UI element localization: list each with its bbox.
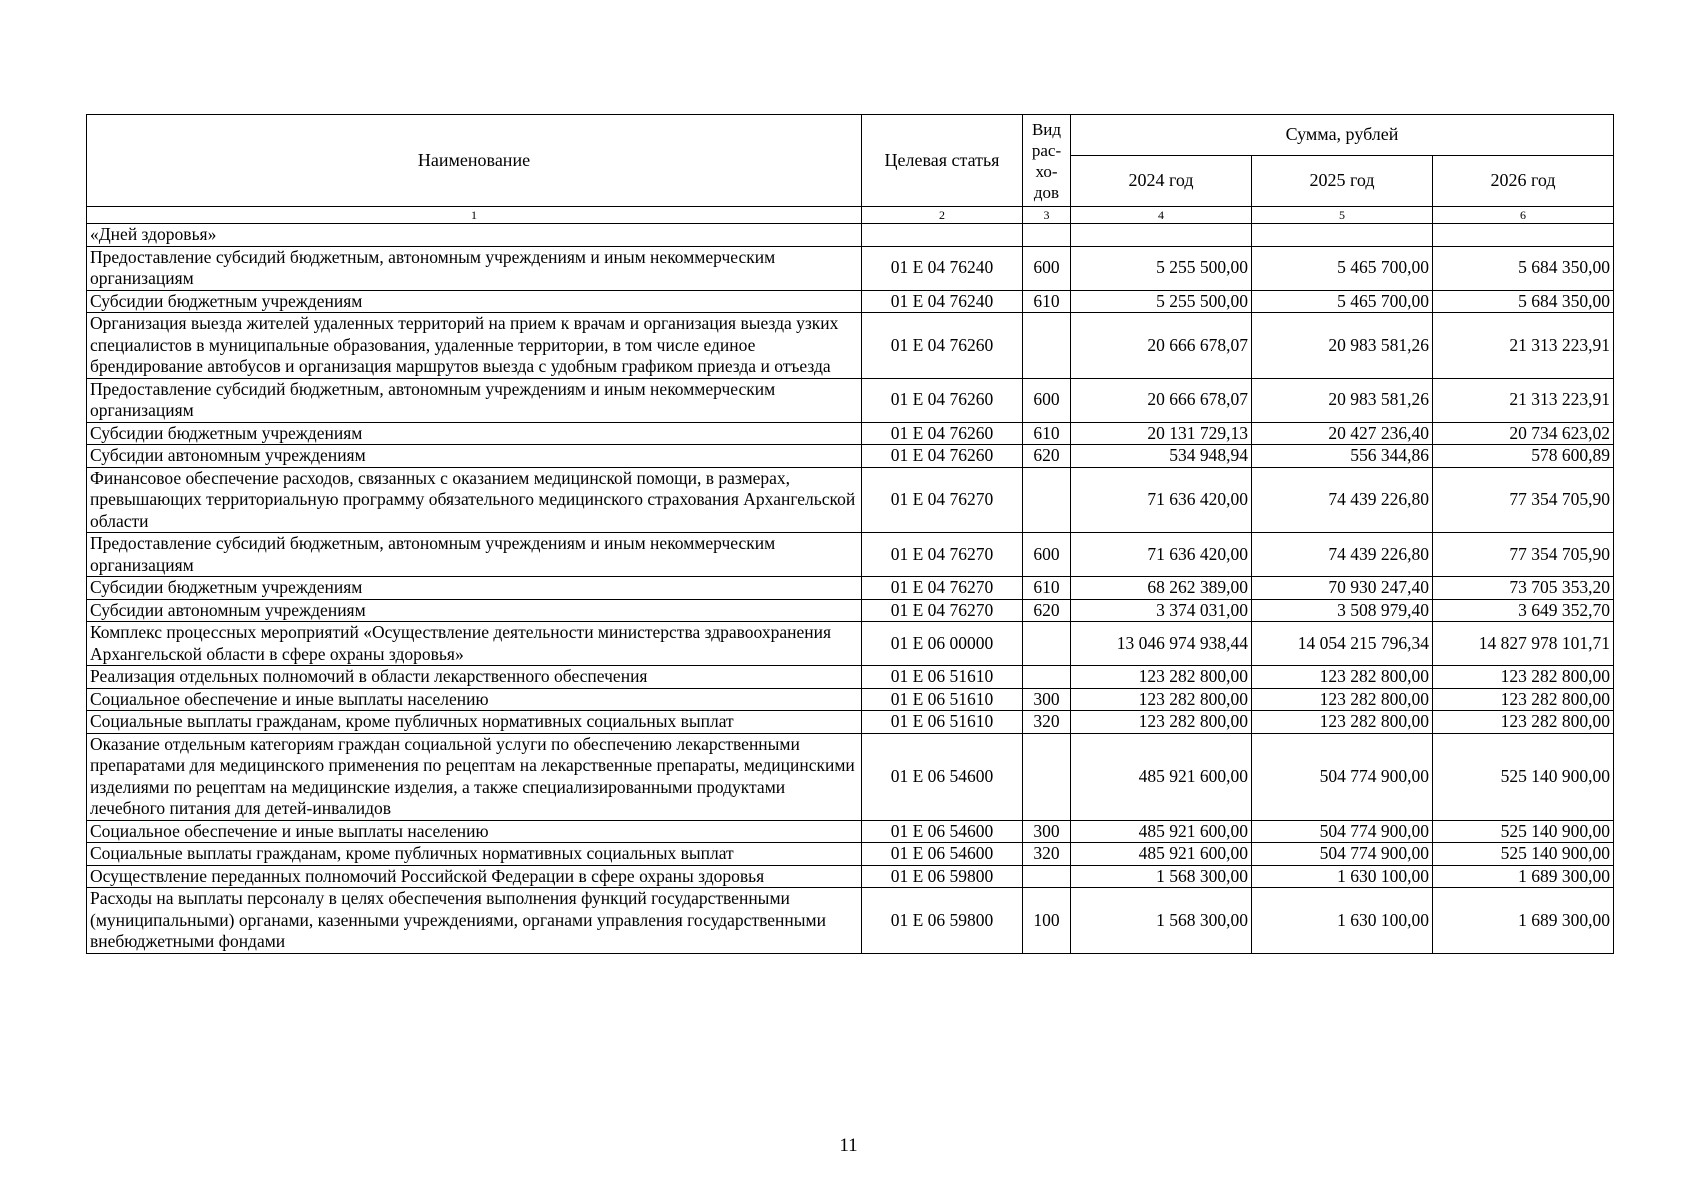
- budget-table: [86, 114, 1614, 954]
- row-amount-2024: 5 255 500,00: [1071, 290, 1252, 313]
- table-row: [87, 290, 1614, 313]
- row-name: Субсидии бюджетным учреждениям: [87, 577, 862, 600]
- page-number: 11: [839, 1135, 858, 1156]
- row-amount-2024: 3 374 031,00: [1071, 599, 1252, 622]
- row-name: Финансовое обеспечение расходов, связанных с оказанием медицинской помощи, в размерах, превышающих территориальную программу обязательного медицинского страхования Архангельской области: [87, 467, 862, 533]
- row-name: Субсидии автономным учреждениям: [87, 445, 862, 468]
- row-expense-type: 320: [1023, 843, 1071, 866]
- row-amount-2025: 14 054 215 796,34: [1252, 622, 1433, 666]
- row-amount-2025: 504 774 900,00: [1252, 820, 1433, 843]
- row-name: Социальные выплаты гражданам, кроме публичных нормативных социальных выплат: [87, 711, 862, 734]
- table-body: [87, 224, 1614, 954]
- row-target-article: [862, 224, 1023, 247]
- table-row: [87, 533, 1614, 577]
- row-amount-2024: 1 568 300,00: [1071, 888, 1252, 954]
- row-amount-2024: 13 046 974 938,44: [1071, 622, 1252, 666]
- row-target-article: 01 Е 06 51610: [862, 666, 1023, 689]
- row-amount-2026: 123 282 800,00: [1433, 666, 1614, 689]
- row-amount-2026: 77 354 705,90: [1433, 467, 1614, 533]
- row-amount-2025: 5 465 700,00: [1252, 246, 1433, 290]
- row-amount-2025: 556 344,86: [1252, 445, 1433, 468]
- row-name: Комплекс процессных мероприятий «Осуществление деятельности министерства здравоохранения Архангельской области в сфере охраны здоровья»: [87, 622, 862, 666]
- row-expense-type: 300: [1023, 820, 1071, 843]
- row-amount-2024: 123 282 800,00: [1071, 711, 1252, 734]
- row-expense-type: 100: [1023, 888, 1071, 954]
- column-number: 3: [1023, 207, 1071, 224]
- table-row: [87, 733, 1614, 820]
- row-amount-2026: 3 649 352,70: [1433, 599, 1614, 622]
- row-expense-type: [1023, 467, 1071, 533]
- row-expense-type: 610: [1023, 577, 1071, 600]
- row-name: Расходы на выплаты персоналу в целях обеспечения выполнения функций государственными (муниципальными) органами, казенными учреждениями, органами управления государственными внебюджетными фондами: [87, 888, 862, 954]
- row-expense-type: 610: [1023, 290, 1071, 313]
- row-target-article: 01 Е 06 51610: [862, 688, 1023, 711]
- row-target-article: 01 Е 04 76260: [862, 378, 1023, 422]
- column-number: 2: [862, 207, 1023, 224]
- row-target-article: 01 Е 04 76240: [862, 290, 1023, 313]
- table-row: [87, 313, 1614, 379]
- row-amount-2025: 1 630 100,00: [1252, 888, 1433, 954]
- row-amount-2024: 71 636 420,00: [1071, 533, 1252, 577]
- row-expense-type: 320: [1023, 711, 1071, 734]
- table-row: [87, 467, 1614, 533]
- row-target-article: 01 Е 04 76240: [862, 246, 1023, 290]
- row-amount-2026: 21 313 223,91: [1433, 313, 1614, 379]
- row-amount-2025: 504 774 900,00: [1252, 733, 1433, 820]
- row-expense-type: 620: [1023, 599, 1071, 622]
- row-amount-2026: 5 684 350,00: [1433, 290, 1614, 313]
- row-expense-type: 610: [1023, 422, 1071, 445]
- row-amount-2024: 5 255 500,00: [1071, 246, 1252, 290]
- row-expense-type: [1023, 313, 1071, 379]
- row-amount-2024: 1 568 300,00: [1071, 865, 1252, 888]
- table-row: [87, 865, 1614, 888]
- row-target-article: 01 Е 04 76270: [862, 599, 1023, 622]
- row-name: Субсидии бюджетным учреждениям: [87, 422, 862, 445]
- row-amount-2024: [1071, 224, 1252, 247]
- row-name: Реализация отдельных полномочий в области лекарственного обеспечения: [87, 666, 862, 689]
- row-target-article: 01 Е 04 76270: [862, 577, 1023, 600]
- row-name: Осуществление переданных полномочий Российской Федерации в сфере охраны здоровья: [87, 865, 862, 888]
- row-target-article: 01 Е 04 76270: [862, 533, 1023, 577]
- row-amount-2026: [1433, 224, 1614, 247]
- row-target-article: 01 Е 06 54600: [862, 843, 1023, 866]
- table-row: [87, 820, 1614, 843]
- row-target-article: 01 Е 06 00000: [862, 622, 1023, 666]
- row-expense-type: 600: [1023, 246, 1071, 290]
- table-row: [87, 378, 1614, 422]
- row-name: Предоставление субсидий бюджетным, автономным учреждениям и иным некоммерческим организациям: [87, 246, 862, 290]
- row-name: Социальное обеспечение и иные выплаты населению: [87, 688, 862, 711]
- row-amount-2025: 74 439 226,80: [1252, 533, 1433, 577]
- row-expense-type: [1023, 865, 1071, 888]
- row-amount-2025: 504 774 900,00: [1252, 843, 1433, 866]
- table-row: [87, 224, 1614, 247]
- row-amount-2024: 20 131 729,13: [1071, 422, 1252, 445]
- row-amount-2026: 77 354 705,90: [1433, 533, 1614, 577]
- row-amount-2024: 20 666 678,07: [1071, 313, 1252, 379]
- row-target-article: 01 Е 06 54600: [862, 733, 1023, 820]
- row-amount-2025: 123 282 800,00: [1252, 666, 1433, 689]
- table-row: [87, 246, 1614, 290]
- row-name: «Дней здоровья»: [87, 224, 862, 247]
- row-name: Субсидии автономным учреждениям: [87, 599, 862, 622]
- row-name: Социальное обеспечение и иные выплаты населению: [87, 820, 862, 843]
- row-amount-2026: 525 140 900,00: [1433, 843, 1614, 866]
- row-target-article: 01 Е 06 54600: [862, 820, 1023, 843]
- row-amount-2026: 123 282 800,00: [1433, 688, 1614, 711]
- row-amount-2024: 485 921 600,00: [1071, 820, 1252, 843]
- row-amount-2024: 71 636 420,00: [1071, 467, 1252, 533]
- header-amount-title: Сумма, рублей: [1071, 115, 1614, 156]
- row-amount-2026: 1 689 300,00: [1433, 865, 1614, 888]
- row-name: Социальные выплаты гражданам, кроме публичных нормативных социальных выплат: [87, 843, 862, 866]
- table-row: [87, 888, 1614, 954]
- row-amount-2025: 70 930 247,40: [1252, 577, 1433, 600]
- row-amount-2025: 20 427 236,40: [1252, 422, 1433, 445]
- row-amount-2025: 5 465 700,00: [1252, 290, 1433, 313]
- row-target-article: 01 Е 04 76260: [862, 445, 1023, 468]
- row-amount-2025: [1252, 224, 1433, 247]
- row-name: Организация выезда жителей удаленных территорий на прием к врачам и организация выезда узких специалистов в муниципальные образования, удаленные территории, в том числе единое брендирование автобусов и организация маршрутов выезда с удобным графиком приезда и отъезда: [87, 313, 862, 379]
- row-target-article: 01 Е 06 59800: [862, 888, 1023, 954]
- header-year-2025: 2025 год: [1252, 156, 1433, 207]
- row-amount-2026: 1 689 300,00: [1433, 888, 1614, 954]
- row-target-article: 01 Е 04 76260: [862, 313, 1023, 379]
- header-year-2024: 2024 год: [1071, 156, 1252, 207]
- row-amount-2026: 14 827 978 101,71: [1433, 622, 1614, 666]
- row-expense-type: 600: [1023, 378, 1071, 422]
- row-target-article: 01 Е 06 51610: [862, 711, 1023, 734]
- row-amount-2026: 21 313 223,91: [1433, 378, 1614, 422]
- row-amount-2026: 525 140 900,00: [1433, 733, 1614, 820]
- row-target-article: 01 Е 04 76260: [862, 422, 1023, 445]
- table-row: [87, 688, 1614, 711]
- row-amount-2024: 68 262 389,00: [1071, 577, 1252, 600]
- column-number: 1: [87, 207, 862, 224]
- row-amount-2026: 578 600,89: [1433, 445, 1614, 468]
- header-year-2026: 2026 год: [1433, 156, 1614, 207]
- row-amount-2024: 485 921 600,00: [1071, 843, 1252, 866]
- table-row: [87, 622, 1614, 666]
- row-amount-2024: 123 282 800,00: [1071, 666, 1252, 689]
- row-name: Предоставление субсидий бюджетным, автономным учреждениям и иным некоммерческим организациям: [87, 378, 862, 422]
- row-amount-2026: 5 684 350,00: [1433, 246, 1614, 290]
- column-number: 5: [1252, 207, 1433, 224]
- header-target-article: Целевая статья: [862, 115, 1023, 207]
- table-row: [87, 577, 1614, 600]
- row-amount-2026: 73 705 353,20: [1433, 577, 1614, 600]
- table-row: [87, 711, 1614, 734]
- row-target-article: 01 Е 06 59800: [862, 865, 1023, 888]
- table-row: [87, 599, 1614, 622]
- row-amount-2024: 20 666 678,07: [1071, 378, 1252, 422]
- row-amount-2024: 534 948,94: [1071, 445, 1252, 468]
- row-name: Субсидии бюджетным учреждениям: [87, 290, 862, 313]
- row-amount-2025: 123 282 800,00: [1252, 688, 1433, 711]
- header-name: Наименование: [87, 115, 862, 207]
- header-expense-type: Вид рас-хо-дов: [1023, 115, 1071, 207]
- row-expense-type: [1023, 733, 1071, 820]
- row-amount-2026: 20 734 623,02: [1433, 422, 1614, 445]
- row-expense-type: 600: [1023, 533, 1071, 577]
- row-amount-2025: 3 508 979,40: [1252, 599, 1433, 622]
- row-expense-type: 300: [1023, 688, 1071, 711]
- row-amount-2025: 20 983 581,26: [1252, 313, 1433, 379]
- table-row: [87, 445, 1614, 468]
- row-name: Оказание отдельным категориям граждан социальной услуги по обеспечению лекарственными препаратами для медицинского применения по рецептам на лекарственные препараты, медицинскими изделиями по рецептам на медицинские изделия, а также специализированными продуктами лечебного питания для детей-инвалидов: [87, 733, 862, 820]
- column-number: 6: [1433, 207, 1614, 224]
- row-expense-type: [1023, 622, 1071, 666]
- row-expense-type: 620: [1023, 445, 1071, 468]
- row-amount-2025: 1 630 100,00: [1252, 865, 1433, 888]
- row-amount-2024: 485 921 600,00: [1071, 733, 1252, 820]
- column-number: 4: [1071, 207, 1252, 224]
- row-amount-2024: 123 282 800,00: [1071, 688, 1252, 711]
- table-row: [87, 666, 1614, 689]
- table-row: [87, 843, 1614, 866]
- row-name: Предоставление субсидий бюджетным, автономным учреждениям и иным некоммерческим организациям: [87, 533, 862, 577]
- row-amount-2025: 74 439 226,80: [1252, 467, 1433, 533]
- row-amount-2026: 123 282 800,00: [1433, 711, 1614, 734]
- row-amount-2026: 525 140 900,00: [1433, 820, 1614, 843]
- row-amount-2025: 123 282 800,00: [1252, 711, 1433, 734]
- row-target-article: 01 Е 04 76270: [862, 467, 1023, 533]
- row-expense-type: [1023, 666, 1071, 689]
- row-amount-2025: 20 983 581,26: [1252, 378, 1433, 422]
- row-expense-type: [1023, 224, 1071, 247]
- table-row: [87, 422, 1614, 445]
